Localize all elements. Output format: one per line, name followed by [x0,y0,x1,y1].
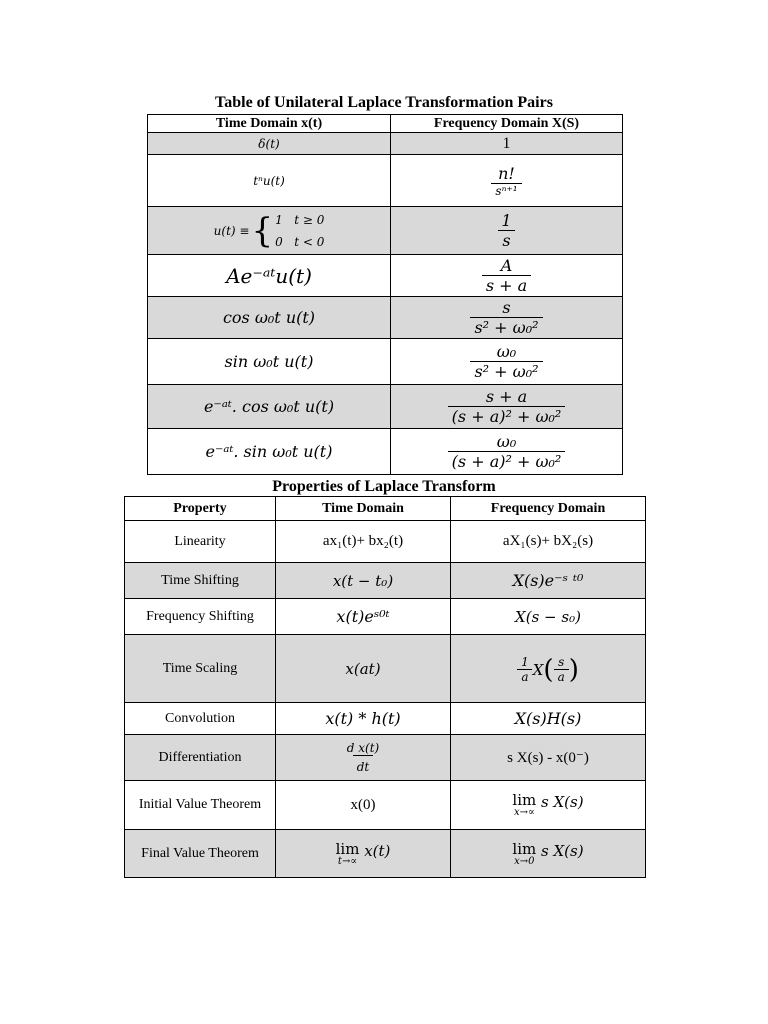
time-domain-cell: e⁻ᵃᵗ. sin ω₀t u(t) [148,429,391,475]
property-name: Differentiation [125,735,276,781]
piecewise-cases [275,209,324,253]
limit-subscript: x→∝ [513,807,535,818]
case-value: 0 [275,234,283,249]
fraction-denominator: s + a [482,275,531,295]
limit-expression [512,793,583,818]
unit-step-lhs: u(t) ≡ [213,223,250,238]
left-brace-icon: { [251,210,274,251]
time-domain-cell [148,207,391,255]
frequency-domain-cell [391,255,623,297]
scaled-expression [517,655,579,684]
table-row [148,155,623,207]
fraction-numerator: s + a [485,387,528,406]
limit-subscript: t→∝ [337,855,358,867]
property-name: Time Scaling [125,635,276,703]
table-row [148,133,623,155]
time-domain-cell: δ(t) [148,133,391,155]
table-row [148,339,623,385]
fraction [343,741,383,774]
properties-title: Properties of Laplace Transform [272,478,496,495]
left-paren-icon: ( [543,654,554,685]
time-domain-cell: x(0) [276,781,451,830]
fraction [470,342,542,381]
property-name: Final Value Theorem [125,830,276,878]
case-condition: t ≥ 0 [294,212,325,227]
fraction [491,164,521,198]
table-row [125,635,646,703]
properties-table [124,496,646,878]
fraction [482,256,531,295]
table-row [125,599,646,635]
frequency-domain-cell [391,385,623,429]
fraction-denominator: sⁿ⁺¹ [491,183,521,198]
right-paren-icon: ) [568,654,579,685]
limit-argument: x(t) [364,841,391,860]
limit-operator [335,839,360,867]
fraction-numerator: A [500,256,513,275]
table-row [125,521,646,563]
column-header-frequency-domain: Frequency Domain [451,497,646,521]
frequency-domain-cell [451,830,646,878]
limit-label: lim [335,839,360,858]
time-domain-cell: sin ω₀t u(t) [148,339,391,385]
fraction [554,655,569,684]
fraction-denominator: s² + ω₀² [470,317,542,337]
transform-symbol: X [532,660,544,679]
limit-operator [512,839,537,867]
table-row [148,207,623,255]
fraction-numerator: 1 [501,211,512,230]
fraction-numerator: s [558,655,565,669]
limit-label: lim [512,791,537,809]
laplace-pairs-table [147,114,623,475]
fraction-numerator: ω₀ [496,342,517,361]
piecewise-case-2 [275,231,324,253]
limit-expression [335,839,391,867]
fraction-denominator: (s + a)² + ω₀² [448,451,566,471]
property-name: Time Shifting [125,563,276,599]
property-name: Frequency Shifting [125,599,276,635]
frequency-domain-cell [451,635,646,703]
unit-step-definition [214,209,325,253]
table-header-row [125,497,646,521]
frequency-domain-cell [451,781,646,830]
frequency-domain-cell: X(s)H(s) [451,703,646,735]
fraction-numerator: d x(t) [346,741,380,755]
limit-operator [512,793,536,818]
fraction-denominator: (s + a)² + ω₀² [448,406,566,426]
table-row [148,297,623,339]
fraction-denominator: s [498,230,514,250]
table-row [125,781,646,830]
fraction-denominator: dt [353,755,374,774]
fraction-denominator: s² + ω₀² [470,361,542,381]
frequency-domain-cell: s X(s) - x(0⁻) [451,735,646,781]
table-row [125,735,646,781]
frequency-domain-cell [391,429,623,475]
time-domain-cell: x(at) [276,635,451,703]
piecewise-case-1 [275,209,324,231]
frequency-domain-cell: aX₁(s)+ bX₂(s) [451,521,646,563]
fraction-numerator: s [502,298,511,317]
laplace-pairs-title: Table of Unilateral Laplace Transformation Pairs [215,94,553,111]
fraction [517,655,533,684]
fraction-numerator: ω₀ [496,432,517,451]
table-row [125,830,646,878]
column-header-time-domain: Time Domain x(t) [148,115,391,133]
table-header-row [148,115,623,133]
frequency-domain-cell [391,339,623,385]
time-domain-cell: x(t)eˢ⁰ᵗ [276,599,451,635]
frequency-domain-cell [391,207,623,255]
case-condition: t < 0 [294,234,325,249]
column-header-time-domain: Time Domain [276,497,451,521]
table-row [148,385,623,429]
property-name: Initial Value Theorem [125,781,276,830]
case-value: 1 [275,212,283,227]
frequency-domain-cell [391,297,623,339]
fraction-denominator: a [517,669,532,684]
property-name: Convolution [125,703,276,735]
table-row [125,703,646,735]
time-domain-cell: cos ω₀t u(t) [148,297,391,339]
time-domain-cell [276,830,451,878]
frequency-domain-cell [391,155,623,207]
fraction [470,298,542,337]
time-domain-cell: e⁻ᵃᵗ. cos ω₀t u(t) [148,385,391,429]
fraction [448,432,566,471]
fraction [448,387,566,426]
column-header-property: Property [125,497,276,521]
fraction-numerator: 1 [521,655,529,669]
property-name: Linearity [125,521,276,563]
time-domain-cell: ax₁(t)+ bx₂(t) [276,521,451,563]
time-domain-cell: tⁿu(t) [148,155,391,207]
fraction [497,211,515,250]
fraction-denominator: a [554,669,569,684]
frequency-domain-cell: 1 [391,133,623,155]
limit-label: lim [512,839,537,858]
table-row [125,563,646,599]
column-header-frequency-domain: Frequency Domain X(S) [391,115,623,133]
limit-subscript: x→0 [514,855,535,867]
time-domain-cell [276,735,451,781]
limit-expression [512,839,584,867]
fraction-numerator: n! [498,163,515,183]
time-domain-cell: x(t − t₀) [276,563,451,599]
limit-argument: s X(s) [541,793,584,811]
frequency-domain-cell: X(s)e⁻ˢ ᵗ⁰ [451,563,646,599]
table-row [148,255,623,297]
frequency-domain-cell: X(s − s₀) [451,599,646,635]
table-row [148,429,623,475]
time-domain-cell: x(t) * h(t) [276,703,451,735]
limit-argument: s X(s) [541,841,584,860]
time-domain-cell: Ae⁻ᵃᵗu(t) [148,255,391,297]
